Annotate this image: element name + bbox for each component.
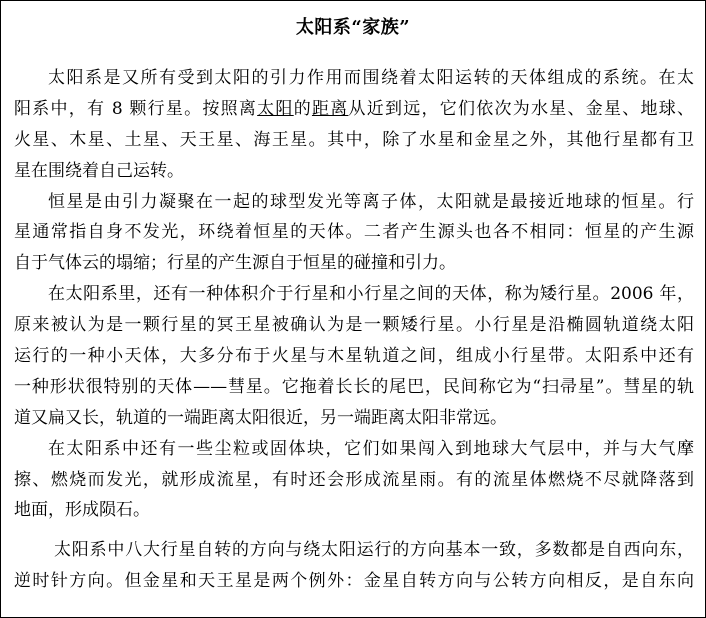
paragraph-line: 逆时针方向。但金星和天王星是两个例外：金星自转方向与公转方向相反，是自东向 [14, 571, 694, 592]
paragraph-3 [14, 279, 694, 433]
paragraph-line: 自于气体云的塌缩；行星的产生源自于恒星的碰撞和引力。 [14, 253, 456, 274]
paragraph-line: 星在围绕着自己运转。 [14, 160, 184, 181]
paragraph-line: 擦、燃烧而发光，就形成流星，有时还会形成流星雨。有的流星体燃烧不尽就降落到 [14, 469, 694, 490]
document-body [14, 63, 694, 597]
paragraph-line: 太阳系是又所有受到太阳的引力作用而围绕着太阳运转的天体组成的系统。在太 [48, 68, 694, 88]
paragraph-line [14, 94, 694, 125]
paragraph-4 [14, 434, 694, 527]
paragraph-line: 一种形状很特别的天体——彗星。它拖着长长的尾巴，民间称它为“扫帚星”。彗星的轨 [14, 376, 694, 397]
paragraph-2 [14, 187, 694, 280]
paragraph-line: 道又扁又长，轨道的一端距离太阳很近，另一端距离太阳非常远。 [14, 407, 507, 428]
document-title: 太阳系“家族” [295, 17, 411, 38]
text-run: 从近到远，它们依次为水星、金星、地球、 [348, 98, 695, 119]
link-sun[interactable]: 太阳 [257, 98, 294, 119]
paragraph-line: 运行的一种小天体，大多分布于火星与木星轨道之间，组成小行星带。太阳系中还有 [14, 346, 694, 367]
paragraph-line: 在太阳系中还有一些尘粒或固体块，它们如果闯入到地球大气层中，并与大气摩 [48, 438, 694, 459]
paragraph-line: 地面，形成陨石。 [14, 500, 150, 521]
paragraph-line: 火星、木星、土星、天王星、海王星。其中，除了水星和金星之外，其他行星都有卫 [14, 129, 694, 150]
text-run: 的 [293, 98, 312, 119]
paragraph-gap [14, 526, 694, 535]
paragraph-line: 太阳系中八大行星自转的方向与绕太阳运行的方向基本一致，多数都是自西向东， [54, 540, 694, 561]
paragraph-line: 恒星是由引力凝聚在一起的球型发光等离子体，太阳就是最接近地球的恒星。行 [48, 191, 694, 212]
link-distance[interactable]: 距离 [311, 98, 349, 119]
paragraph-line: 星通常指自身不发光，环绕着恒星的天体。二者产生源头也各不相同：恒星的产生源 [14, 222, 694, 243]
text-run: 阳系中，有 8 颗行星。按照离 [14, 98, 258, 119]
paragraph-5 [14, 535, 694, 597]
paragraph-line: 原来被认为是一颗行星的冥王星被确认为是一颗矮行星。小行星是沿椭圆轨道绕太阳 [14, 315, 694, 336]
paragraph-1 [14, 63, 694, 187]
paragraph-line: 在太阳系里，还有一种体积介于行星和小行星之间的天体，称为矮行星。2006 年， [48, 284, 694, 305]
